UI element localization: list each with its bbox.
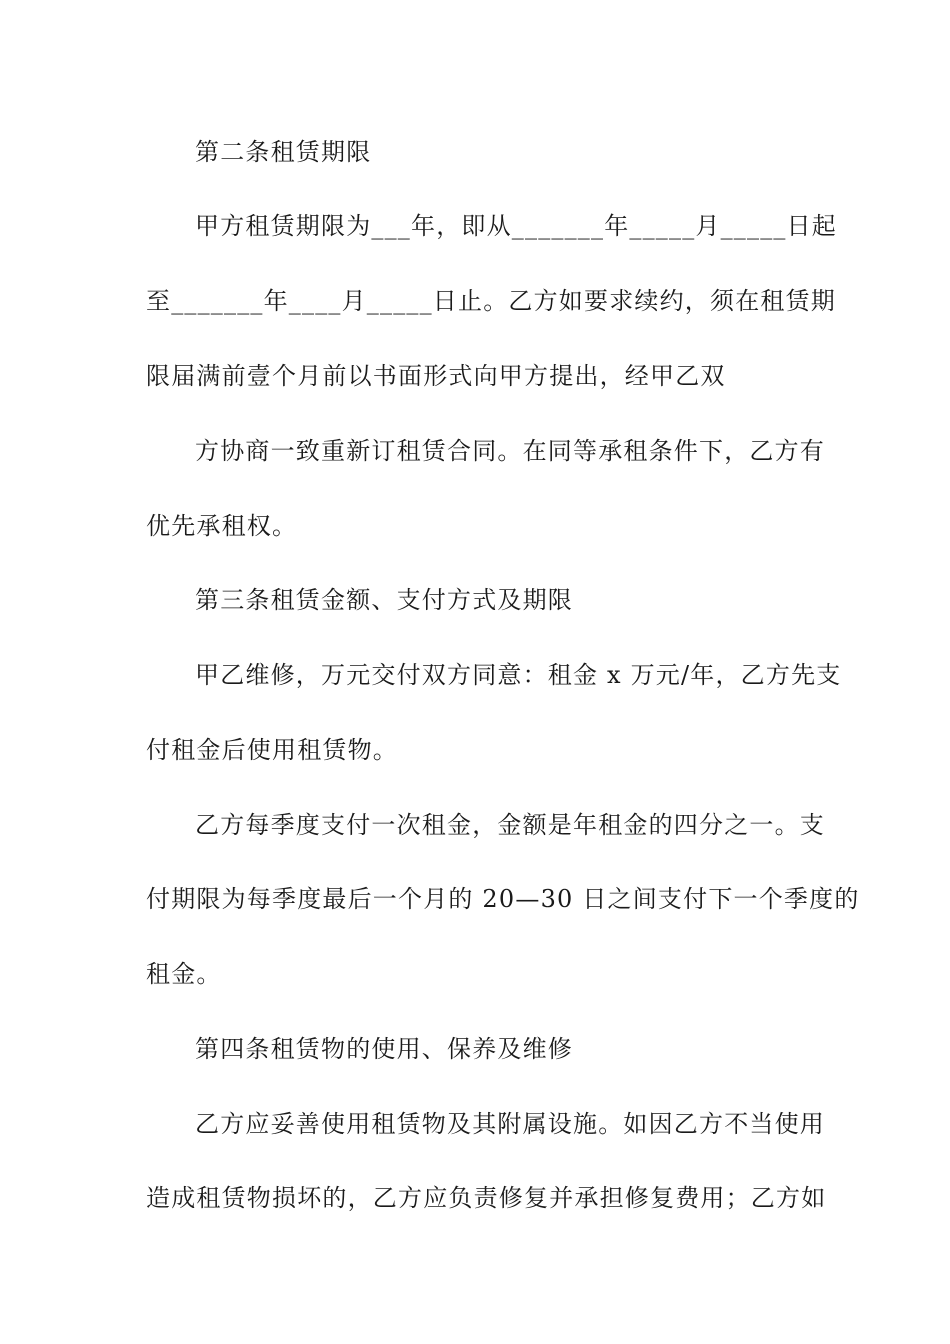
paragraph-line: 甲乙维修，万元交付双方同意：租金 x 万元/年，乙方先支 <box>195 661 842 689</box>
paragraph-line: 乙方应妥善使用租赁物及其附属设施。如因乙方不当使用 <box>195 1110 825 1138</box>
paragraph-line: 优先承租权。 <box>146 512 298 540</box>
paragraph-line: 方协商一致重新订租赁合同。在同等承租条件下，乙方有 <box>195 437 825 465</box>
section-heading-lease-term: 第二条租赁期限 <box>195 138 372 166</box>
section-heading-use-maintenance: 第四条租赁物的使用、保养及维修 <box>195 1035 573 1063</box>
section-heading-rent-payment: 第三条租赁金额、支付方式及期限 <box>195 586 573 614</box>
paragraph-line: 造成租赁物损坏的，乙方应负责修复并承担修复费用；乙方如 <box>146 1184 827 1212</box>
paragraph-line: 乙方每季度支付一次租金，金额是年租金的四分之一。支 <box>195 811 825 839</box>
paragraph-line: 至_______年____月_____日止。乙方如要求续约，须在租赁期 <box>146 287 836 315</box>
paragraph-line: 付租金后使用租赁物。 <box>146 736 398 764</box>
paragraph-line: 租金。 <box>146 960 222 988</box>
paragraph-line: 付期限为每季度最后一个月的 20—30 日之间支付下一个季度的 <box>146 885 860 913</box>
paragraph-line: 甲方租赁期限为___年，即从_______年_____月_____日起 <box>195 212 837 240</box>
paragraph-line: 限届满前壹个月前以书面形式向甲方提出，经甲乙双 <box>146 362 726 390</box>
